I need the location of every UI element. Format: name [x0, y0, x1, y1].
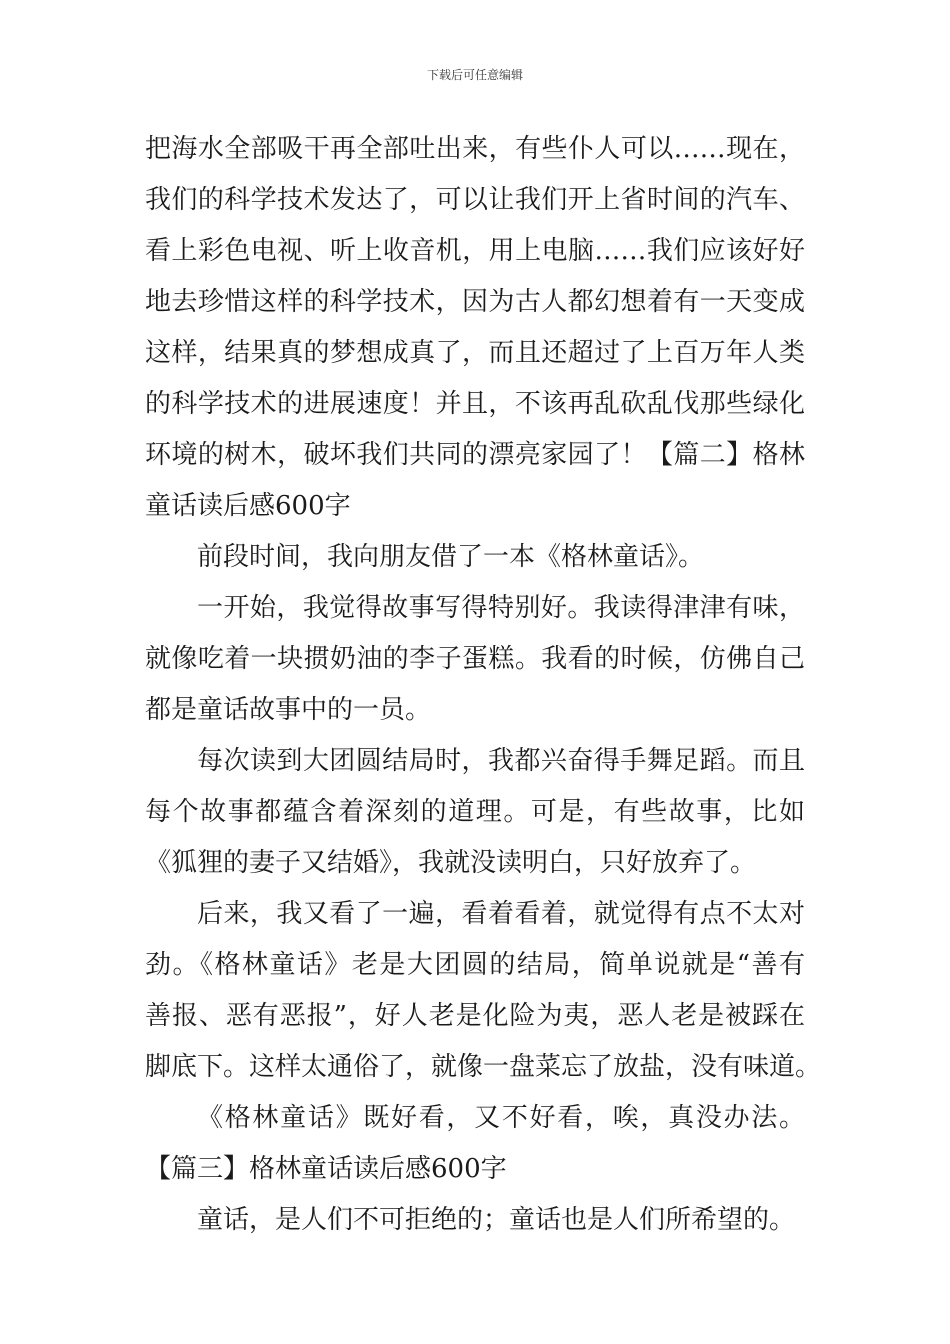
text-line: 就像吃着一块掼奶油的李子蛋糕。我看的时候，仿佛自己 — [145, 644, 805, 674]
text-line: 每个故事都蕴含着深刻的道理。可是，有些故事，比如 — [145, 797, 805, 827]
text-line: 童话读后感600字 — [145, 491, 351, 521]
paragraph-start: 前段时间，我向朋友借了一本《格林童话》。 — [197, 542, 705, 572]
text-line: 环境的树木，破坏我们共同的漂亮家园了！【篇二】格林 — [145, 440, 805, 470]
paragraph-start: 《格林童话》既好看，又不好看，唉，真没办法。 — [197, 1103, 805, 1133]
text-line: 地去珍惜这样的科学技术，因为古人都幻想着有一天变成 — [145, 287, 805, 317]
text-line: 脚底下。这样太通俗了，就像一盘菜忘了放盐，没有味道。 — [145, 1052, 822, 1082]
paragraph-start: 一开始，我觉得故事写得特别好。我读得津津有味， — [197, 593, 805, 623]
text-line: 《狐狸的妻子又结婚》，我就没读明白，只好放弃了。 — [145, 848, 757, 878]
section-heading: 【篇三】格林童话读后感600字 — [145, 1154, 507, 1184]
document-body — [145, 124, 822, 1246]
paragraph-start: 每次读到大团圆结局时，我都兴奋得手舞足蹈。而且 — [197, 746, 805, 776]
text-line: 我们的科学技术发达了，可以让我们开上省时间的汽车、 — [145, 185, 805, 215]
page-header: 下载后可任意编辑 — [426, 68, 523, 82]
text-line: 这样，结果真的梦想成真了，而且还超过了上百万年人类 — [145, 338, 805, 368]
text-line: 善报、恶有恶报”，好人老是化险为夷，恶人老是被踩在 — [145, 1001, 805, 1031]
paragraph-start: 童话，是人们不可拒绝的；童话也是人们所希望的。 — [197, 1205, 796, 1235]
text-line: 的科学技术的进展速度！并且，不该再乱砍乱伐那些绿化 — [145, 389, 805, 419]
text-line: 把海水全部吸干再全部吐出来，有些仆人可以……现在， — [145, 134, 805, 164]
text-line: 劲。《格林童话》老是大团圆的结局，简单说就是“善有 — [145, 950, 805, 980]
paragraph-start: 后来，我又看了一遍，看着看着，就觉得有点不太对 — [197, 899, 805, 929]
text-line: 都是童话故事中的一员。 — [145, 695, 432, 725]
text-line: 看上彩色电视、听上收音机，用上电脑……我们应该好好 — [145, 236, 805, 266]
